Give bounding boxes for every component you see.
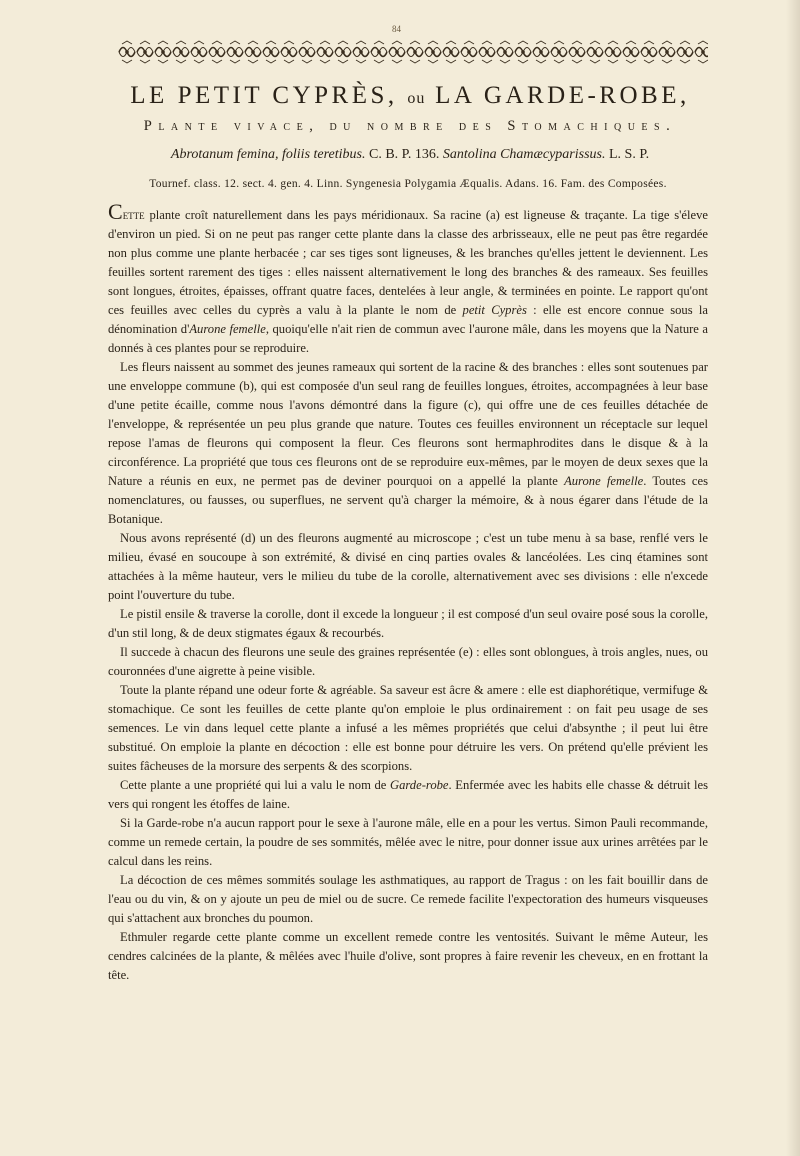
paragraph-7-text-a: Cette plante a une propriété qui lui a valu le nom de — [120, 778, 390, 792]
italic-term: Garde-robe — [389, 778, 449, 792]
title-part3: LA GARDE-ROBE, — [435, 82, 690, 109]
paragraph-6: Toute la plante répand une odeur forte & agréable. Sa saveur est âcre & amere : elle est diaphorétique, vermifuge & stomachique. Ce sont les feuilles de cette plante qu'on emploie le plus ordinairement : on fait peu usage de ses semences. Le vin dans lequel cette plante a infusé a les mêmes propriétés que celui d'absynthe ; il peut lui être substitué. On emploie la plante en décoction : elle est bonne pour détruire les vers. On prétend qu'elle prévient les suites fâcheuses de la morsure des serpents & des scorpions. — [108, 683, 708, 773]
synonym-1: Abrotanum femina, foliis teretibus. — [170, 147, 366, 162]
paragraph-7 — [108, 776, 708, 814]
classification-line: Tournef. class. 12. sect. 4. gen. 4. Linn. Syngenesia Polygamia Æqualis. Adans. 16. Fam. des Composées. — [149, 178, 667, 190]
paragraph-7-text-b: . Enfermée avec les habits elle chasse & détruit les vers qui rongent les étoffes de laine. — [108, 778, 708, 811]
paragraph-1 — [108, 199, 709, 358]
body-text — [108, 199, 709, 985]
paragraph-10: Ethmuler regarde cette plante comme un excellent remede contre les ventosités. Suivant le même Auteur, les cendres calcinées de la plante, & mêlées avec l'huile d'olive, sont propres à faire revenir les cheveux, en en frottant la tête. — [108, 930, 708, 982]
first-word: ette — [122, 208, 145, 222]
page-subtitle: Plante vivace, du nombre des Stomachiques. — [143, 118, 677, 134]
synonym-3: Santolina Chamæcyparissus. — [442, 147, 606, 162]
page-mark: 84 — [392, 24, 401, 34]
synonym-2: C. B. P. 136. — [365, 147, 443, 162]
paragraph-4: Le pistil ensile & traverse la corolle, dont il excede la longueur ; il est composé d'un seul ovaire posé sous la corolle, d'un stil long, & de deux stigmates égaux & recourbés. — [108, 607, 708, 640]
title-part2: ou — [407, 90, 426, 107]
page-edge-shadow — [786, 0, 800, 1156]
botanical-synonyms — [120, 147, 700, 163]
italic-term: petit Cyprès — [462, 303, 527, 317]
page-title — [110, 82, 710, 110]
paragraph-1-text-b: : elle est encore connue sous la dénomination d' — [108, 303, 708, 336]
title-part1: LE PETIT CYPRÈS, — [130, 82, 398, 109]
paragraph-9: La décoction de ces mêmes sommités soulage les asthmatiques, au rapport de Tragus : on les fait bouillir dans de l'eau ou du vin, & on y ajoute un peu de miel ou de sucre. Ce remede facilite l'expectoration des humeurs visqueuses qui s'attachent aux bronches du poumon. — [108, 873, 708, 925]
paragraph-2-text-a: Les fleurs naissent au sommet des jeunes rameaux qui sortent de la racine & des branches : elles sont soutenues par une enveloppe commune (b), qui est composée d'un seul rang de feuilles longues, étroites, accompagnées à leur base d'une petite écaille, comme nous l'avons démontré dans la figure (c), qui offre une de ces feuilles détachée de l'enveloppe, & représentée un peu plus grande que nature. Toutes ces feuilles environnent un réceptacle sur lequel repose l'amas de fleurons qui composent la fleur. Ces fleurons sont hermaphrodites dans le disque & à la circonférence. La propriété que tous ces fleurons ont de se reproduire eux-mêmes, par le moyen de deux sexes que la Nature a réunis en eux, ne permet pas de deviner pourquoi on a appellé la plante — [108, 360, 708, 488]
drop-cap: C — [108, 199, 123, 224]
paragraph-1-text-c: , quoiqu'elle n'ait rien de commun avec l'aurone mâle, dans les moyens que la Nature a donnés à ces plantes pour se reproduire. — [108, 322, 709, 355]
paragraph-1-text-a: plante croît naturellement dans les pays méridionaux. Sa racine (a) est ligneuse & traçante. La tige s'éleve d'environ un pied. Si on ne peut pas ranger cette plante dans la classe des arbrisseaux, elle ne peut pas être regardée non plus comme une plante herbacée ; car ses tiges sont ligneuses, & les branches qu'elles jettent le deviennent. Les feuilles sortent rarement des tiges : elles naissent alternativement le long des branches & des rameaux. Ses feuilles sont longues, étroites, épaisses, offrant quatre faces, dentelées à leur angle, & terminées en pointe. Le rapport qu'ont ces feuilles avec celles du cyprès a valu à la plante le nom de — [108, 208, 708, 317]
synonym-4: L. S. P. — [605, 147, 650, 162]
paragraph-5: Il succede à chacun des fleurons une seule des graines représentée (e) : elles sont oblongues, à trois angles, nues, ou couronnées d'une aigrette à peine visible. — [108, 645, 708, 678]
italic-term: Aurone femelle — [189, 322, 266, 336]
paragraph-3: Nous avons représenté (d) un des fleurons augmenté au microscope ; c'est un tube menu à sa base, renflé vers le milieu, évasé en soucoupe à son extrémité, & divisé en cinq parties ovales & lancéolées. Les cinq étamines sont attachées à la même hauteur, vers le milieu du tube de la corolle, alternativement avec ses divisions : elle n'excede point l'ouverture du tube. — [108, 531, 708, 602]
paragraph-2-text-b: . Toutes ces nomenclatures, ou fausses, ou superflues, ne servent qu'à charger la mémoire, & à nous égarer dans l'étude de la Botanique. — [108, 474, 709, 526]
decorative-border-ornament — [118, 40, 708, 64]
paragraph-8: Si la Garde-robe n'a aucun rapport pour le sexe à l'aurone mâle, elle en a pour les vertus. Simon Pauli recommande, comme un remede certain, la poudre de ses sommités, mêlée avec le nitre, pour donner issue aux urines arrêtées par le calcul dans les reins. — [108, 816, 708, 868]
italic-term: Aurone femelle — [564, 474, 644, 488]
paragraph-2 — [108, 358, 708, 529]
